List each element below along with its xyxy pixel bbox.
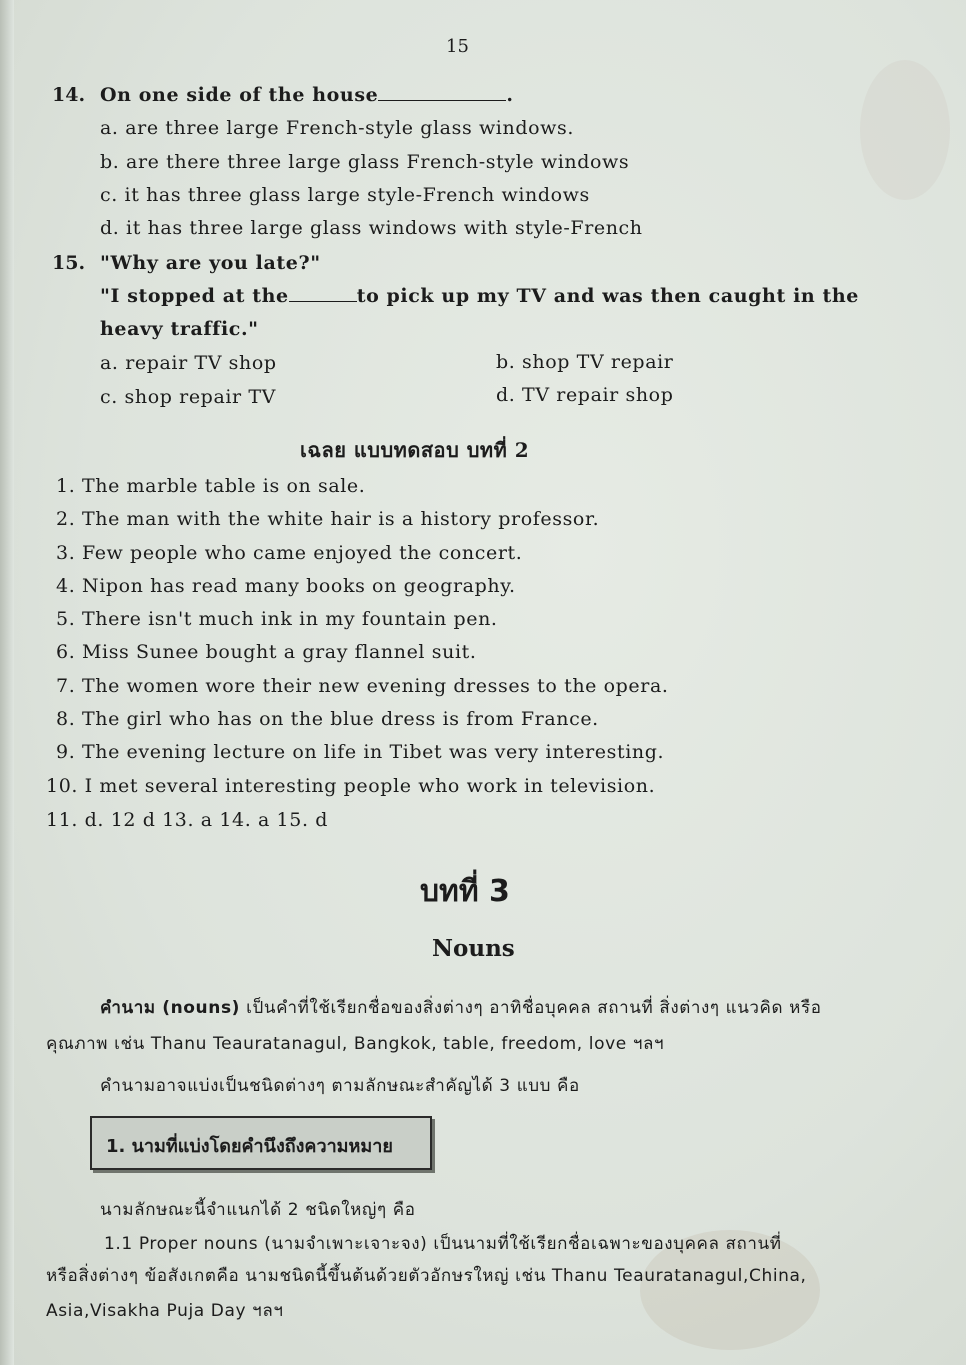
question-15-line-3: heavy traffic." — [100, 318, 259, 340]
paragraph-proper-nouns-line-1: 1.1 Proper nouns (นามจำเพาะเจาะจง) เป็นนามที่ใช้เรียกชื่อเฉพาะของบุคคล สถานที่ — [104, 1234, 782, 1254]
page-number: 15 — [446, 36, 469, 57]
question-15-number: 15. — [52, 252, 86, 274]
answer-item: 4. Nipon has read many books on geography. — [56, 575, 516, 597]
chapter-title: บทที่ 3 — [420, 874, 510, 909]
paragraph-proper-nouns-line-2: หรือสิ่งต่างๆ ข้อสังเกตคือ นามชนิดนี้ขึ้นต้นด้วยตัวอักษรใหญ่ เช่น Thanu Teauratanagul,China, — [46, 1266, 807, 1286]
answer-item: 7. The women wore their new evening dresses to the opera. — [56, 675, 669, 697]
section-title: Nouns — [432, 935, 515, 962]
answer-item: 2. The man with the white hair is a history professor. — [56, 508, 600, 530]
question-14-option-a: a. are three large French-style glass windows. — [100, 117, 574, 139]
question-14-option-b: b. are there three large glass French-style windows — [100, 151, 630, 173]
question-15-option-d: d. TV repair shop — [496, 384, 674, 406]
boxed-subheading — [90, 1116, 432, 1170]
answer-item: 10. I met several interesting people who work in television. — [46, 775, 656, 797]
question-15-option-b: b. shop TV repair — [496, 351, 674, 373]
paper-stain — [860, 60, 950, 200]
paragraph-subtypes: นามลักษณะนี้จำแนกได้ 2 ชนิดใหญ่ๆ คือ — [100, 1200, 416, 1220]
question-15-line-2-after: to pick up my TV and was then caught in the — [356, 285, 859, 307]
question-15-line-2-before: "I stopped at the — [100, 285, 289, 307]
paragraph-proper-nouns-line-3: Asia,Visakha Puja Day ฯลฯ — [46, 1301, 284, 1321]
answer-key-heading: เฉลย แบบทดสอบ บทที่ 2 — [300, 438, 530, 462]
question-14-number: 14. — [52, 84, 86, 106]
question-15-line-2 — [100, 285, 859, 307]
paragraph-text: เป็นคำที่ใช้เรียกชื่อของสิ่งต่างๆ อาทิชื่อบุคคล สถานที่ สิ่งต่างๆ แนวคิด หรือ — [240, 998, 822, 1018]
answer-item: 5. There isn't much ink in my fountain pen. — [56, 608, 498, 630]
answer-item: 8. The girl who has on the blue dress is from France. — [56, 708, 599, 730]
question-14-stem — [100, 84, 514, 106]
answer-blank — [378, 84, 506, 101]
question-14-option-c: c. it has three glass large style-French windows — [100, 184, 590, 206]
question-14-option-d: d. it has three large glass windows with style-French — [100, 217, 643, 239]
term-bold: คำนาม (nouns) — [100, 998, 241, 1018]
answer-item: 11. d. 12 d 13. a 14. a 15. d — [46, 809, 328, 831]
answer-item: 3. Few people who came enjoyed the concert. — [56, 542, 523, 564]
answer-blank — [289, 285, 357, 302]
answer-item: 1. The marble table is on sale. — [56, 475, 366, 497]
boxed-subheading-text: 1. นามที่แบ่งโดยคำนึงถึงความหมาย — [106, 1136, 393, 1157]
question-15-option-a: a. repair TV shop — [100, 352, 277, 374]
question-14-stem-text: On one side of the house — [100, 84, 379, 106]
question-14-stem-end: . — [506, 84, 514, 106]
answer-item: 9. The evening lecture on life in Tibet was very interesting. — [56, 741, 665, 763]
answer-item: 6. Miss Sunee bought a gray flannel suit. — [56, 641, 477, 663]
paragraph-nouns-definition-line-2: คุณภาพ เช่น Thanu Teauratanagul, Bangkok, table, freedom, love ฯลฯ — [46, 1034, 665, 1054]
question-15-option-c: c. shop repair TV — [100, 386, 276, 408]
paragraph-noun-types: คำนามอาจแบ่งเป็นชนิดต่างๆ ตามลักษณะสำคัญได้ 3 แบบ คือ — [100, 1076, 580, 1096]
question-15-line-1: "Why are you late?" — [100, 252, 321, 274]
page-edge-shadow — [0, 0, 14, 1365]
paragraph-nouns-definition-line-1 — [100, 994, 822, 1021]
